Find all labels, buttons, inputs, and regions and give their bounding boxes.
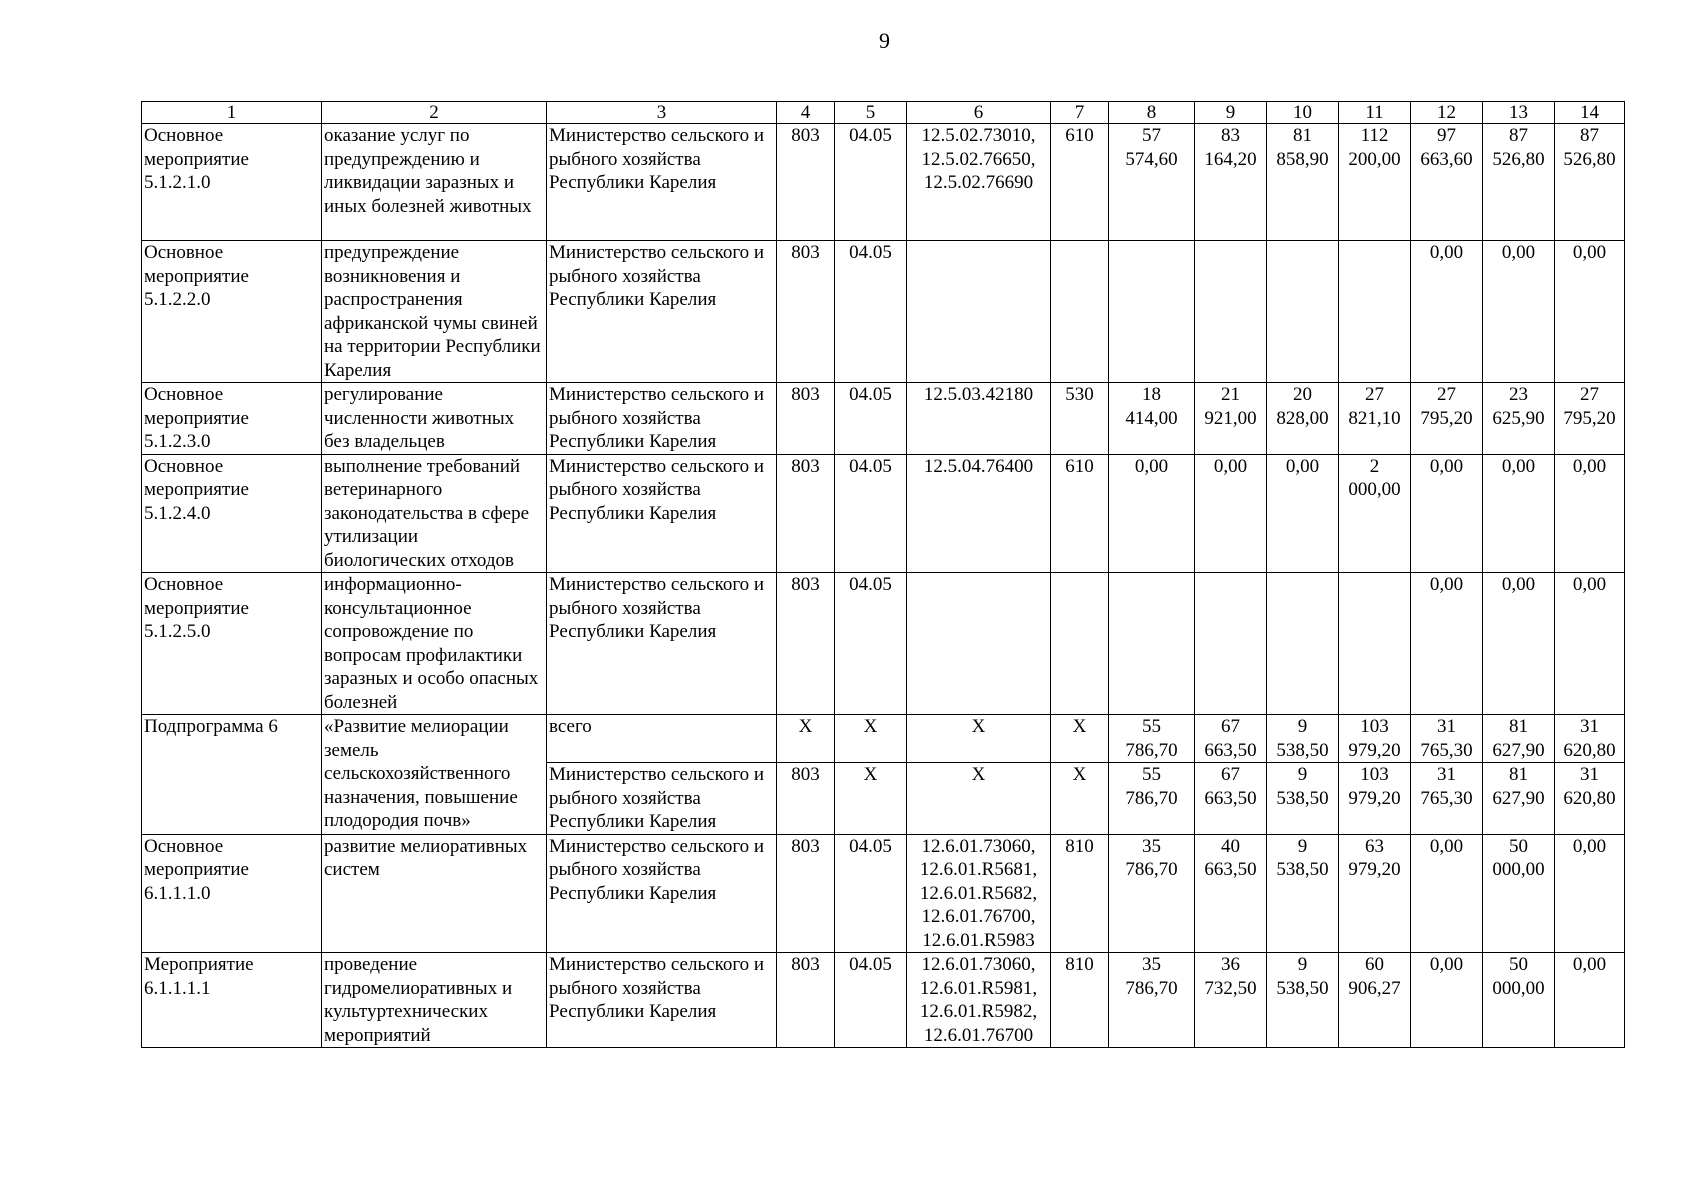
code-expense-type: 810: [1051, 953, 1109, 1048]
code-target-article: X: [907, 715, 1051, 763]
amount-col-14: 0,00: [1555, 573, 1625, 715]
activity-description: информационно-консультационное сопровождение по вопросам профилактики заразных и особо опасных болезней: [322, 573, 547, 715]
activity-description: регулирование численности животных без владельцев: [322, 383, 547, 455]
table-row: [142, 573, 1625, 715]
responsible-executor: всего: [547, 715, 777, 763]
table-row: [142, 454, 1625, 573]
amount-col-9: 36 732,50: [1195, 953, 1267, 1048]
amount-col-10: 9 538,50: [1267, 763, 1339, 835]
column-number: 5: [835, 102, 907, 124]
subprogram-description: «Развитие мелиорации земель сельскохозяйственного назначения, повышение плодородия почв»: [322, 715, 547, 835]
amount-col-10: 81 858,90: [1267, 124, 1339, 241]
amount-col-13: 0,00: [1483, 454, 1555, 573]
activity-description: проведение гидромелиоративных и культуртехнических мероприятий: [322, 953, 547, 1048]
amount-col-14: 0,00: [1555, 241, 1625, 383]
amount-col-9: 0,00: [1195, 454, 1267, 573]
code-target-article: [907, 573, 1051, 715]
code-expense-type: [1051, 573, 1109, 715]
code-section: X: [835, 715, 907, 763]
responsible-executor: Министерство сельского и рыбного хозяйства Республики Карелия: [547, 454, 777, 573]
amount-col-10: 0,00: [1267, 454, 1339, 573]
column-number: 14: [1555, 102, 1625, 124]
subprogram-name: Подпрограмма 6: [142, 715, 322, 835]
amount-col-9: [1195, 573, 1267, 715]
code-expense-type: X: [1051, 715, 1109, 763]
code-grbs: 803: [777, 454, 835, 573]
code-section: 04.05: [835, 241, 907, 383]
table-row: [142, 241, 1625, 383]
code-expense-type: 530: [1051, 383, 1109, 455]
responsible-executor: Министерство сельского и рыбного хозяйства Республики Карелия: [547, 953, 777, 1048]
header-row: [142, 102, 1625, 124]
amount-col-13: 50 000,00: [1483, 834, 1555, 953]
amount-col-14: 0,00: [1555, 834, 1625, 953]
code-grbs: 803: [777, 763, 835, 835]
code-expense-type: 610: [1051, 124, 1109, 241]
amount-col-12: 0,00: [1411, 454, 1483, 573]
column-number: 2: [322, 102, 547, 124]
page-number: 9: [879, 28, 890, 53]
amount-col-12: 0,00: [1411, 953, 1483, 1048]
code-expense-type: 610: [1051, 454, 1109, 573]
table-row: [142, 383, 1625, 455]
amount-col-8: 35 786,70: [1109, 953, 1195, 1048]
amount-col-8: 55 786,70: [1109, 763, 1195, 835]
amount-col-9: 67 663,50: [1195, 763, 1267, 835]
amount-col-12: 27 795,20: [1411, 383, 1483, 455]
amount-col-10: 9 538,50: [1267, 834, 1339, 953]
responsible-executor: Министерство сельского и рыбного хозяйства Республики Карелия: [547, 383, 777, 455]
activity-description: оказание услуг по предупреждению и ликвидации заразных и иных болезней животных: [322, 124, 547, 241]
code-target-article: 12.5.03.42180: [907, 383, 1051, 455]
activity-name: Основное мероприятие 5.1.2.3.0: [142, 383, 322, 455]
amount-col-12: 0,00: [1411, 241, 1483, 383]
amount-col-9: 67 663,50: [1195, 715, 1267, 763]
code-grbs: 803: [777, 241, 835, 383]
code-expense-type: [1051, 241, 1109, 383]
code-section: 04.05: [835, 124, 907, 241]
code-section: 04.05: [835, 383, 907, 455]
code-section: 04.05: [835, 953, 907, 1048]
code-target-article: [907, 241, 1051, 383]
amount-col-14: 0,00: [1555, 953, 1625, 1048]
code-section: X: [835, 763, 907, 835]
amount-col-11: 63 979,20: [1339, 834, 1411, 953]
amount-col-12: 0,00: [1411, 834, 1483, 953]
amount-col-10: 9 538,50: [1267, 953, 1339, 1048]
amount-col-11: 60 906,27: [1339, 953, 1411, 1048]
activity-name: Основное мероприятие 5.1.2.1.0: [142, 124, 322, 241]
amount-col-9: 40 663,50: [1195, 834, 1267, 953]
code-target-article: 12.6.01.73060, 12.6.01.R5681, 12.6.01.R5682, 12.6.01.76700, 12.6.01.R5983: [907, 834, 1051, 953]
amount-col-12: 0,00: [1411, 573, 1483, 715]
amount-col-12: 31 765,30: [1411, 763, 1483, 835]
column-number: 1: [142, 102, 322, 124]
activity-description: выполнение требований ветеринарного законодательства в сфере утилизации биологических отходов: [322, 454, 547, 573]
column-number: 10: [1267, 102, 1339, 124]
responsible-executor: Министерство сельского и рыбного хозяйства Республики Карелия: [547, 241, 777, 383]
table-row: [142, 953, 1625, 1048]
code-section: 04.05: [835, 573, 907, 715]
code-target-article: X: [907, 763, 1051, 835]
amount-col-13: 0,00: [1483, 573, 1555, 715]
amount-col-11: 112 200,00: [1339, 124, 1411, 241]
amount-col-9: 83 164,20: [1195, 124, 1267, 241]
column-number: 8: [1109, 102, 1195, 124]
code-grbs: 803: [777, 953, 835, 1048]
code-target-article: 12.5.02.73010, 12.5.02.76650, 12.5.02.76690: [907, 124, 1051, 241]
amount-col-9: 21 921,00: [1195, 383, 1267, 455]
code-section: 04.05: [835, 834, 907, 953]
amount-col-11: 2 000,00: [1339, 454, 1411, 573]
column-number: 6: [907, 102, 1051, 124]
activity-name: Основное мероприятие 5.1.2.4.0: [142, 454, 322, 573]
amount-col-11: 103 979,20: [1339, 715, 1411, 763]
table-row: [142, 715, 1625, 763]
column-number: 4: [777, 102, 835, 124]
table-row: [142, 834, 1625, 953]
amount-col-8: [1109, 241, 1195, 383]
code-expense-type: 810: [1051, 834, 1109, 953]
column-number: 9: [1195, 102, 1267, 124]
amount-col-12: 31 765,30: [1411, 715, 1483, 763]
amount-col-13: 81 627,90: [1483, 763, 1555, 835]
amount-col-10: 9 538,50: [1267, 715, 1339, 763]
amount-col-11: 27 821,10: [1339, 383, 1411, 455]
amount-col-13: 87 526,80: [1483, 124, 1555, 241]
code-target-article: 12.6.01.73060, 12.6.01.R5981, 12.6.01.R5982, 12.6.01.76700: [907, 953, 1051, 1048]
code-grbs: X: [777, 715, 835, 763]
amount-col-14: 31 620,80: [1555, 763, 1625, 835]
column-number: 3: [547, 102, 777, 124]
amount-col-8: 18 414,00: [1109, 383, 1195, 455]
amount-col-14: 87 526,80: [1555, 124, 1625, 241]
amount-col-8: 0,00: [1109, 454, 1195, 573]
amount-col-13: 50 000,00: [1483, 953, 1555, 1048]
amount-col-12: 97 663,60: [1411, 124, 1483, 241]
activity-name: Основное мероприятие 5.1.2.2.0: [142, 241, 322, 383]
amount-col-8: 35 786,70: [1109, 834, 1195, 953]
activity-name: Основное мероприятие 6.1.1.1.0: [142, 834, 322, 953]
amount-col-11: [1339, 241, 1411, 383]
amount-col-8: 55 786,70: [1109, 715, 1195, 763]
column-number: 12: [1411, 102, 1483, 124]
amount-col-10: [1267, 241, 1339, 383]
amount-col-10: [1267, 573, 1339, 715]
column-number: 11: [1339, 102, 1411, 124]
amount-col-11: 103 979,20: [1339, 763, 1411, 835]
code-grbs: 803: [777, 124, 835, 241]
activity-name: Основное мероприятие 5.1.2.5.0: [142, 573, 322, 715]
responsible-executor: Министерство сельского и рыбного хозяйства Республики Карелия: [547, 763, 777, 835]
amount-col-14: 31 620,80: [1555, 715, 1625, 763]
amount-col-13: 0,00: [1483, 241, 1555, 383]
code-section: 04.05: [835, 454, 907, 573]
responsible-executor: Министерство сельского и рыбного хозяйства Республики Карелия: [547, 834, 777, 953]
code-expense-type: X: [1051, 763, 1109, 835]
column-number: 13: [1483, 102, 1555, 124]
amount-col-8: [1109, 573, 1195, 715]
column-number: 7: [1051, 102, 1109, 124]
amount-col-13: 23 625,90: [1483, 383, 1555, 455]
code-grbs: 803: [777, 834, 835, 953]
amount-col-9: [1195, 241, 1267, 383]
budget-table: [141, 101, 1625, 1048]
activity-description: предупреждение возникновения и распространения африканской чумы свиней на территории Республики Карелия: [322, 241, 547, 383]
code-target-article: 12.5.04.76400: [907, 454, 1051, 573]
code-grbs: 803: [777, 383, 835, 455]
table-row: [142, 124, 1625, 241]
responsible-executor: Министерство сельского и рыбного хозяйства Республики Карелия: [547, 573, 777, 715]
activity-name: Мероприятие 6.1.1.1.1: [142, 953, 322, 1048]
amount-col-14: 0,00: [1555, 454, 1625, 573]
code-grbs: 803: [777, 573, 835, 715]
amount-col-8: 57 574,60: [1109, 124, 1195, 241]
responsible-executor: Министерство сельского и рыбного хозяйства Республики Карелия: [547, 124, 777, 241]
amount-col-13: 81 627,90: [1483, 715, 1555, 763]
activity-description: развитие мелиоративных систем: [322, 834, 547, 953]
amount-col-10: 20 828,00: [1267, 383, 1339, 455]
amount-col-11: [1339, 573, 1411, 715]
amount-col-14: 27 795,20: [1555, 383, 1625, 455]
